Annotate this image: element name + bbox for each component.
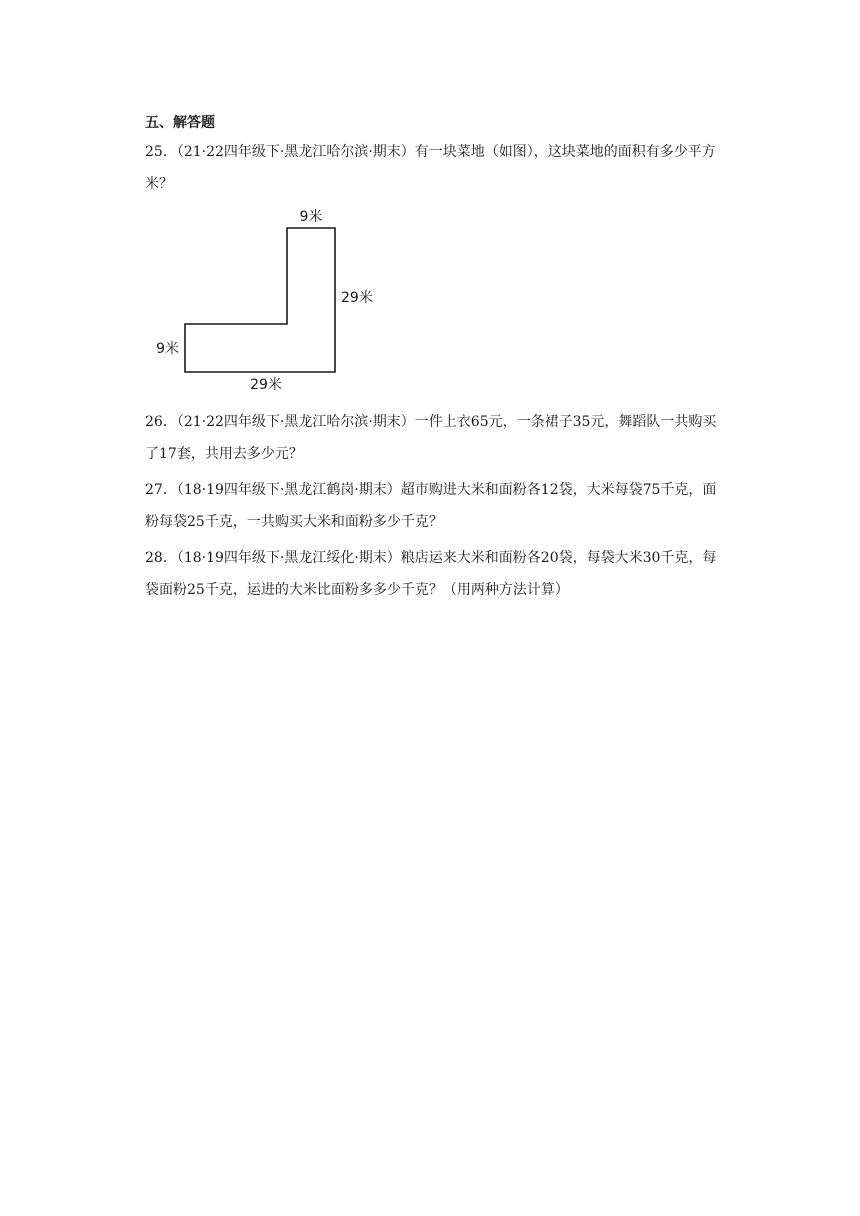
question-27: 27．（18·19四年级下·黑龙江鹤岗·期末）超市购进大米和面粉各12袋，大米每袋75千克，面粉每袋25千克，一共购买大米和面粉多少千克？ [145, 482, 717, 530]
l-shape-outline [185, 228, 335, 372]
question-28: 28．（18·19四年级下·黑龙江绥化·期末）粮店运来大米和面粉各20袋，每袋大米30千克，每袋面粉25千克，运进的大米比面粉多多少千克？（用两种方法计算） [145, 550, 717, 598]
l-shape-diagram [150, 203, 380, 398]
label-right-height: 29米 [341, 290, 373, 306]
question-25: 25．（21·22四年级下·黑龙江哈尔滨·期末）有一块菜地（如图），这块菜地的面积有多少平方米？ [145, 144, 716, 192]
label-bottom-width: 29米 [250, 377, 282, 393]
label-top-width: 9米 [299, 209, 323, 225]
section-title: 五、解答题 [145, 115, 215, 131]
label-left-height: 9米 [156, 341, 179, 357]
vegetable-plot-figure [150, 203, 380, 398]
question-26: 26．（21·22四年级下·黑龙江哈尔滨·期末）一件上衣65元，一条裙子35元，舞蹈队一共购买了17套，共用去多少元？ [145, 414, 717, 462]
